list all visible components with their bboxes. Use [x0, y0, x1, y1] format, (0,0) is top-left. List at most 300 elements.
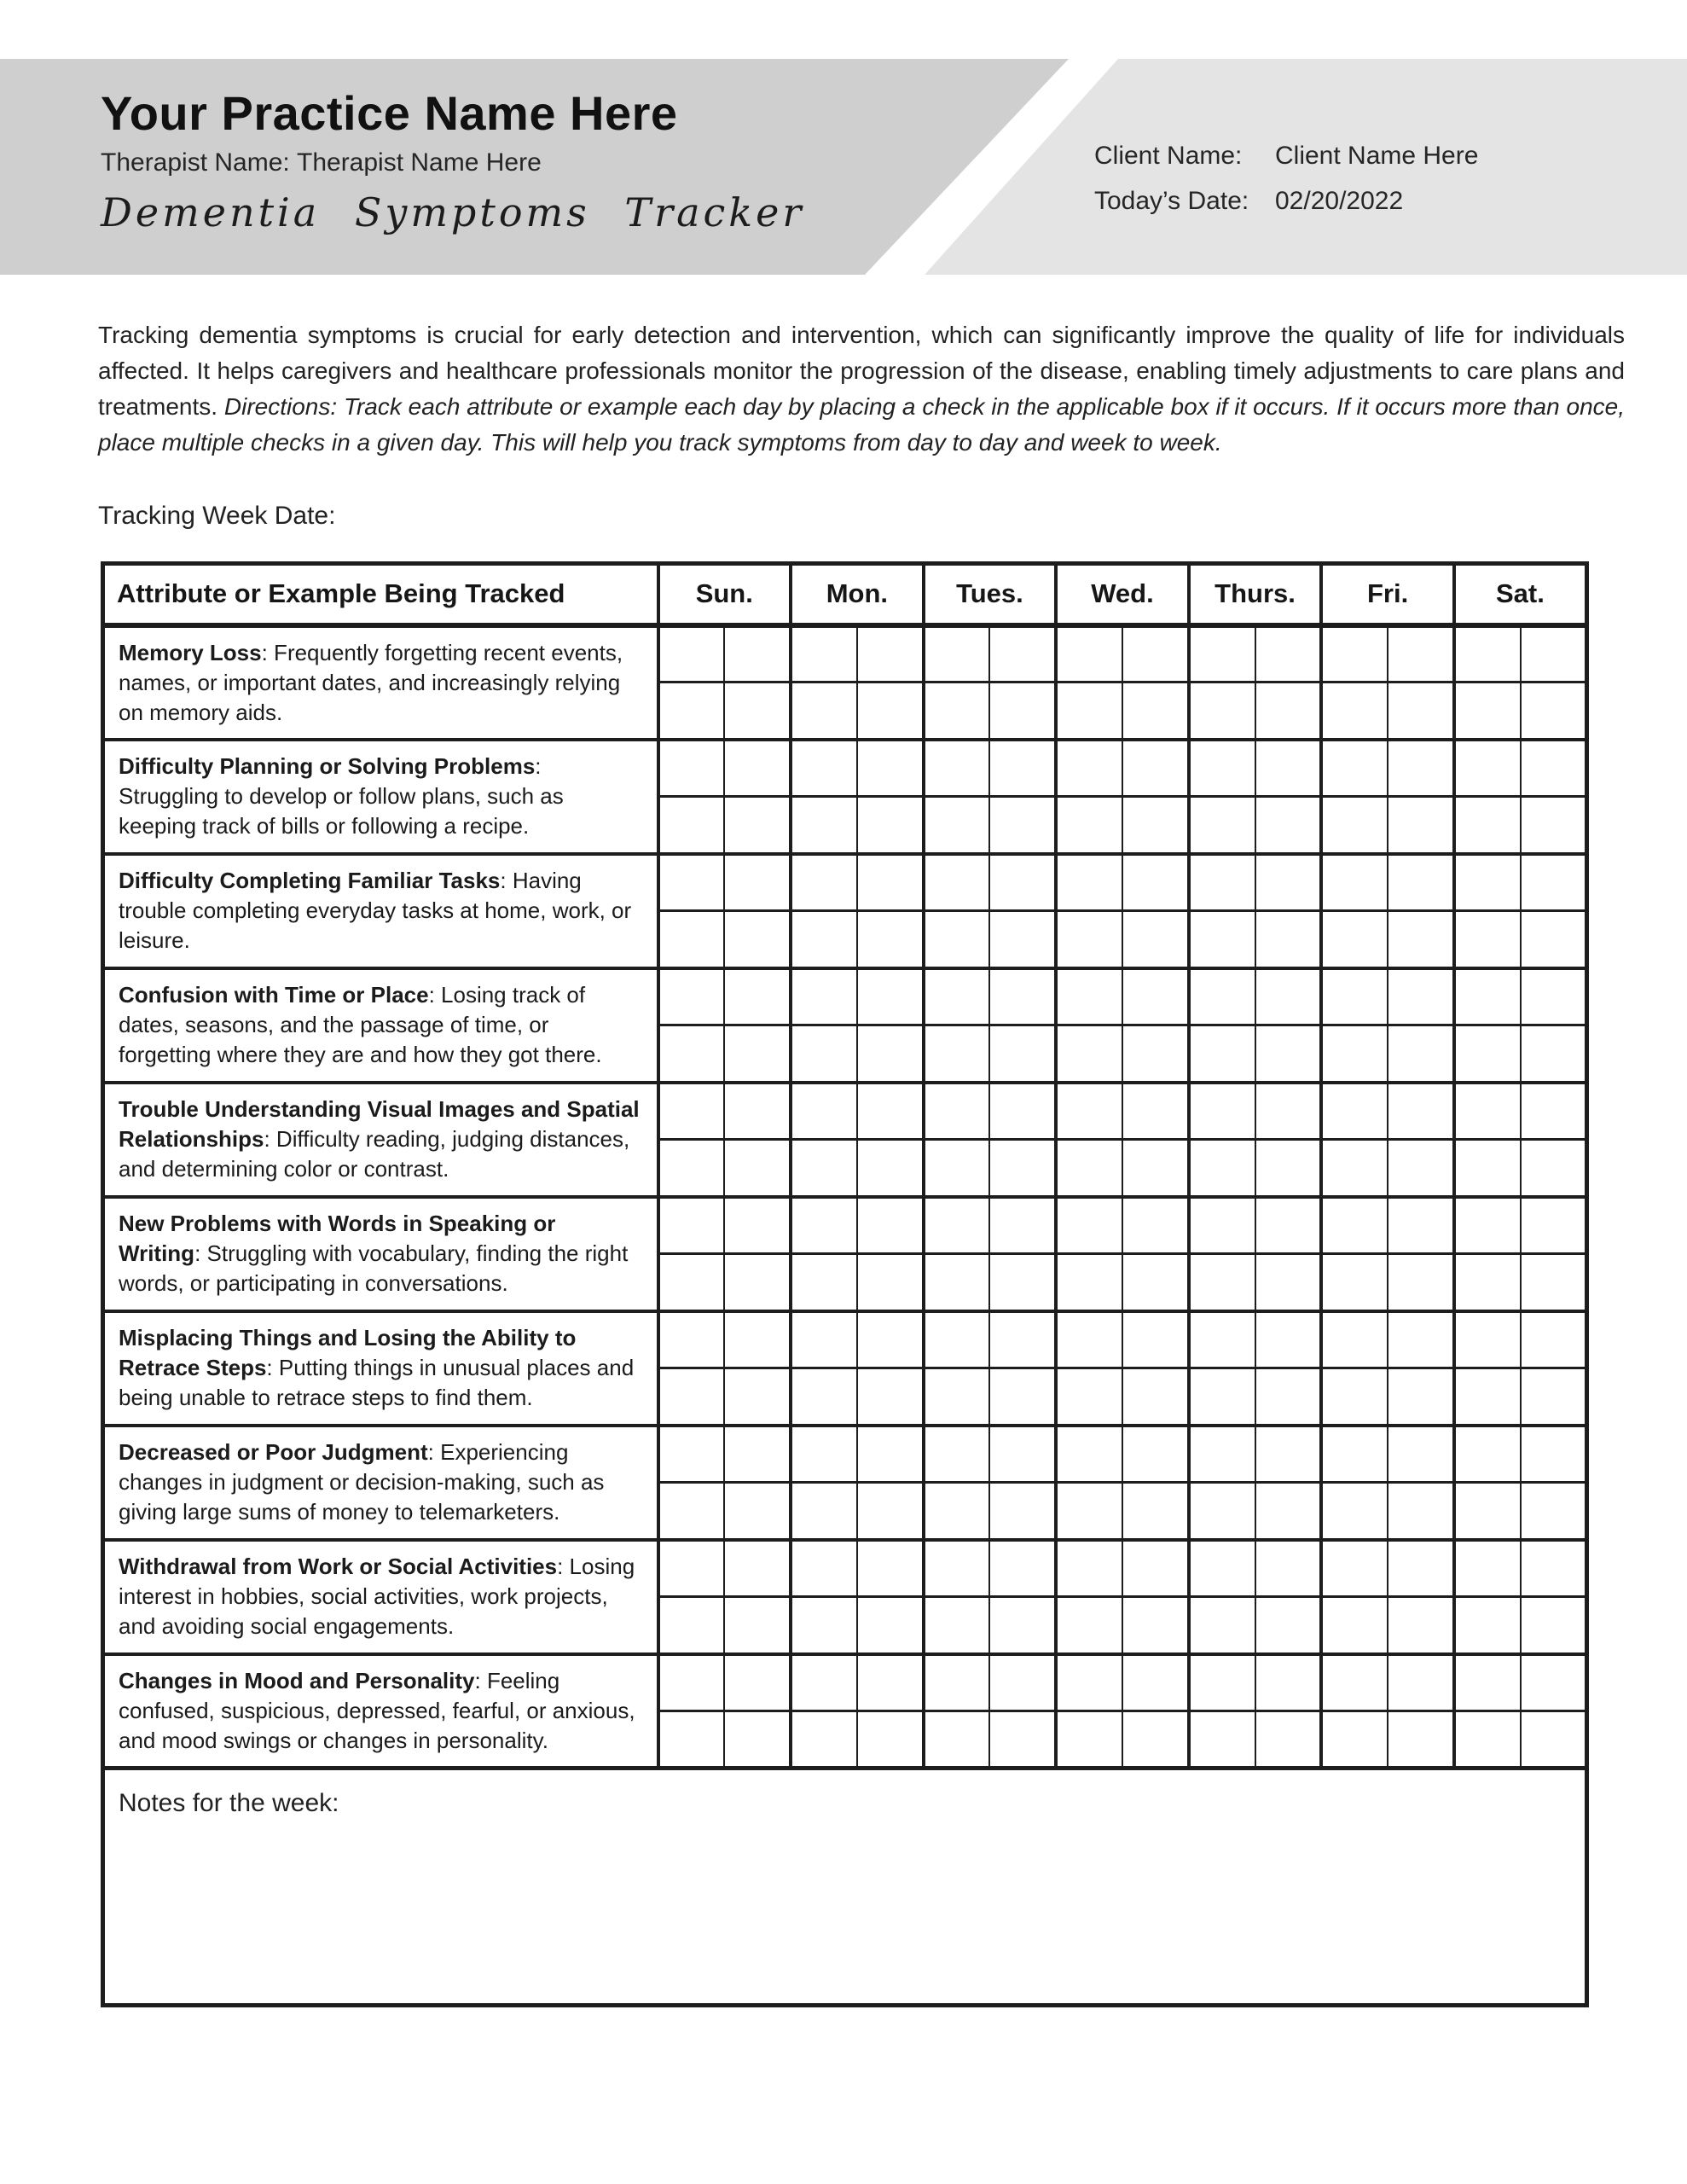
check-cell[interactable] — [724, 740, 791, 797]
check-cell[interactable] — [1189, 1597, 1255, 1654]
check-cell[interactable] — [1454, 625, 1521, 682]
check-cell[interactable] — [1388, 1311, 1454, 1368]
check-cell[interactable] — [1454, 797, 1521, 854]
check-cell[interactable] — [1388, 1083, 1454, 1140]
check-cell[interactable] — [1521, 911, 1587, 968]
check-cell[interactable] — [1454, 1025, 1521, 1083]
check-cell[interactable] — [924, 968, 990, 1025]
check-cell[interactable] — [1321, 1540, 1388, 1597]
check-cell[interactable] — [1189, 1368, 1255, 1426]
attribute-title: Difficulty Planning or Solving Problems — [119, 753, 536, 779]
notes-area[interactable]: Notes for the week: — [103, 1769, 1587, 2006]
check-cell[interactable] — [857, 1197, 924, 1254]
check-cell[interactable] — [1189, 1483, 1255, 1540]
check-cell[interactable] — [857, 1025, 924, 1083]
check-cell[interactable] — [1521, 1197, 1587, 1254]
check-cell[interactable] — [989, 682, 1056, 740]
check-cell[interactable] — [1255, 797, 1322, 854]
check-cell[interactable] — [1521, 1254, 1587, 1311]
attribute-description: : Struggling to develop or follow plans, such as keeping track of bills or following a recipe. — [119, 753, 564, 839]
check-cell[interactable] — [791, 625, 857, 682]
check-cell[interactable] — [1388, 625, 1454, 682]
check-cell[interactable] — [1056, 854, 1122, 911]
check-cell[interactable] — [1454, 1311, 1521, 1368]
check-cell[interactable] — [724, 1140, 791, 1197]
check-cell[interactable] — [1189, 1025, 1255, 1083]
check-cell[interactable] — [1388, 1368, 1454, 1426]
check-cell[interactable] — [1255, 1254, 1322, 1311]
check-cell[interactable] — [989, 1368, 1056, 1426]
check-cell[interactable] — [791, 740, 857, 797]
check-cell[interactable] — [989, 1197, 1056, 1254]
check-cell[interactable] — [724, 1197, 791, 1254]
check-cell[interactable] — [1454, 1483, 1521, 1540]
day-header-sat: Sat. — [1454, 564, 1587, 625]
check-cell[interactable] — [1388, 1426, 1454, 1483]
check-cell[interactable] — [791, 1597, 857, 1654]
check-cell[interactable] — [1321, 1140, 1388, 1197]
check-cell[interactable] — [1189, 1426, 1255, 1483]
check-cell[interactable] — [1189, 1654, 1255, 1711]
check-cell[interactable] — [924, 1654, 990, 1711]
check-cell[interactable] — [1521, 797, 1587, 854]
therapist-name-label: Therapist Name: — [101, 148, 290, 177]
check-cell[interactable] — [924, 1368, 990, 1426]
check-cell[interactable] — [1122, 1483, 1189, 1540]
check-cell[interactable] — [658, 1654, 725, 1711]
check-cell[interactable] — [1122, 740, 1189, 797]
check-cell[interactable] — [857, 740, 924, 797]
attribute-description: : Having trouble completing everyday tasks at home, work, or leisure. — [119, 868, 632, 953]
check-cell[interactable] — [658, 682, 725, 740]
check-cell[interactable] — [658, 1368, 725, 1426]
day-header-fri: Fri. — [1321, 564, 1454, 625]
check-cell[interactable] — [1056, 682, 1122, 740]
check-cell[interactable] — [1255, 1654, 1322, 1711]
check-cell[interactable] — [857, 1083, 924, 1140]
check-cell[interactable] — [1521, 1311, 1587, 1368]
check-cell[interactable] — [1122, 797, 1189, 854]
check-cell[interactable] — [1321, 1083, 1388, 1140]
check-cell[interactable] — [658, 1140, 725, 1197]
check-cell[interactable] — [857, 854, 924, 911]
check-cell[interactable] — [791, 911, 857, 968]
check-cell[interactable] — [1388, 1654, 1454, 1711]
check-cell[interactable] — [1122, 854, 1189, 911]
day-header-wed: Wed. — [1056, 564, 1189, 625]
check-cell[interactable] — [857, 1254, 924, 1311]
check-cell[interactable] — [658, 1197, 725, 1254]
check-cell[interactable] — [1056, 1083, 1122, 1140]
check-cell[interactable] — [724, 1426, 791, 1483]
attribute-title: Difficulty Completing Familiar Tasks — [119, 868, 501, 893]
check-cell[interactable] — [1521, 1540, 1587, 1597]
check-cell[interactable] — [1454, 740, 1521, 797]
check-cell[interactable] — [1122, 1540, 1189, 1597]
check-cell[interactable] — [989, 1140, 1056, 1197]
check-cell[interactable] — [924, 1083, 990, 1140]
check-cell[interactable] — [924, 740, 990, 797]
check-cell[interactable] — [1321, 968, 1388, 1025]
check-cell[interactable] — [1321, 797, 1388, 854]
check-cell[interactable] — [924, 1254, 990, 1311]
check-cell[interactable] — [1122, 1311, 1189, 1368]
check-cell[interactable] — [1388, 1597, 1454, 1654]
check-cell[interactable] — [1321, 911, 1388, 968]
check-cell[interactable] — [857, 1711, 924, 1769]
attribute-title: Changes in Mood and Personality — [119, 1667, 475, 1693]
check-cell[interactable] — [857, 1426, 924, 1483]
check-cell[interactable] — [1056, 1368, 1122, 1426]
check-cell[interactable] — [857, 1483, 924, 1540]
check-cell[interactable] — [1122, 682, 1189, 740]
check-cell[interactable] — [1521, 1654, 1587, 1711]
check-cell[interactable] — [658, 1254, 725, 1311]
check-cell[interactable] — [1321, 1197, 1388, 1254]
attribute-cell — [103, 1540, 658, 1654]
check-cell[interactable] — [1189, 740, 1255, 797]
check-cell[interactable] — [1189, 797, 1255, 854]
check-cell[interactable] — [1056, 740, 1122, 797]
check-cell[interactable] — [1321, 740, 1388, 797]
check-cell[interactable] — [1321, 1483, 1388, 1540]
check-cell[interactable] — [1189, 1711, 1255, 1769]
check-cell[interactable] — [658, 1311, 725, 1368]
check-cell[interactable] — [791, 1197, 857, 1254]
check-cell[interactable] — [1454, 1140, 1521, 1197]
check-cell[interactable] — [1454, 1083, 1521, 1140]
check-cell[interactable] — [1321, 1597, 1388, 1654]
check-cell[interactable] — [1122, 1197, 1189, 1254]
check-cell[interactable] — [857, 1540, 924, 1597]
check-cell[interactable] — [1189, 1197, 1255, 1254]
check-cell[interactable] — [1255, 1597, 1322, 1654]
check-cell[interactable] — [1056, 625, 1122, 682]
check-cell[interactable] — [791, 1368, 857, 1426]
check-cell[interactable] — [724, 1540, 791, 1597]
check-cell[interactable] — [857, 797, 924, 854]
check-cell[interactable] — [924, 1311, 990, 1368]
check-cell[interactable] — [1122, 1654, 1189, 1711]
check-cell[interactable] — [791, 1140, 857, 1197]
check-cell[interactable] — [724, 911, 791, 968]
check-cell[interactable] — [1122, 1426, 1189, 1483]
check-cell[interactable] — [924, 1597, 990, 1654]
check-cell[interactable] — [857, 625, 924, 682]
check-cell[interactable] — [1321, 1254, 1388, 1311]
check-cell[interactable] — [924, 1197, 990, 1254]
check-cell[interactable] — [1122, 1597, 1189, 1654]
check-cell[interactable] — [1454, 968, 1521, 1025]
check-cell[interactable] — [1056, 968, 1122, 1025]
check-cell[interactable] — [1255, 1368, 1322, 1426]
check-cell[interactable] — [989, 1654, 1056, 1711]
attribute-cell — [103, 854, 658, 968]
check-cell[interactable] — [1255, 1311, 1322, 1368]
check-cell[interactable] — [1189, 1540, 1255, 1597]
check-cell[interactable] — [724, 1711, 791, 1769]
check-cell[interactable] — [724, 1254, 791, 1311]
check-cell[interactable] — [1388, 740, 1454, 797]
check-cell[interactable] — [724, 1654, 791, 1711]
check-cell[interactable] — [1255, 1025, 1322, 1083]
check-cell[interactable] — [1454, 1540, 1521, 1597]
check-cell[interactable] — [989, 1711, 1056, 1769]
table-row — [103, 1540, 1587, 1597]
check-cell[interactable] — [1056, 1483, 1122, 1540]
check-cell[interactable] — [1255, 1426, 1322, 1483]
check-cell[interactable] — [1388, 968, 1454, 1025]
check-cell[interactable] — [1255, 1140, 1322, 1197]
check-cell[interactable] — [1321, 1311, 1388, 1368]
check-cell[interactable] — [724, 1368, 791, 1426]
check-cell[interactable] — [724, 1083, 791, 1140]
check-cell[interactable] — [1388, 1140, 1454, 1197]
check-cell[interactable] — [1321, 1368, 1388, 1426]
attribute-cell — [103, 1654, 658, 1769]
check-cell[interactable] — [1521, 1025, 1587, 1083]
check-cell[interactable] — [1056, 1654, 1122, 1711]
check-cell[interactable] — [1056, 1426, 1122, 1483]
check-cell[interactable] — [658, 1540, 725, 1597]
check-cell[interactable] — [791, 968, 857, 1025]
check-cell[interactable] — [1521, 682, 1587, 740]
check-cell[interactable] — [989, 1311, 1056, 1368]
check-cell[interactable] — [1454, 682, 1521, 740]
check-cell[interactable] — [1255, 854, 1322, 911]
check-cell[interactable] — [791, 854, 857, 911]
check-cell[interactable] — [1454, 1368, 1521, 1426]
check-cell[interactable] — [1388, 1197, 1454, 1254]
check-cell[interactable] — [658, 1083, 725, 1140]
check-cell[interactable] — [1454, 1197, 1521, 1254]
check-cell[interactable] — [724, 1483, 791, 1540]
check-cell[interactable] — [924, 1426, 990, 1483]
check-cell[interactable] — [1056, 1254, 1122, 1311]
check-cell[interactable] — [658, 968, 725, 1025]
check-cell[interactable] — [989, 968, 1056, 1025]
check-cell[interactable] — [791, 1025, 857, 1083]
check-cell[interactable] — [658, 911, 725, 968]
check-cell[interactable] — [724, 682, 791, 740]
check-cell[interactable] — [1255, 740, 1322, 797]
check-cell[interactable] — [1388, 911, 1454, 968]
check-cell[interactable] — [1521, 1083, 1587, 1140]
check-cell[interactable] — [791, 1483, 857, 1540]
check-cell[interactable] — [1122, 1083, 1189, 1140]
check-cell[interactable] — [658, 1597, 725, 1654]
check-cell[interactable] — [924, 854, 990, 911]
form-title: Dementia Symptoms Tracker — [101, 189, 805, 235]
check-cell[interactable] — [724, 1025, 791, 1083]
therapist-line — [101, 148, 542, 177]
check-cell[interactable] — [857, 1140, 924, 1197]
check-cell[interactable] — [1189, 1083, 1255, 1140]
check-cell[interactable] — [1122, 1711, 1189, 1769]
check-cell[interactable] — [724, 968, 791, 1025]
check-cell[interactable] — [1189, 854, 1255, 911]
check-cell[interactable] — [724, 854, 791, 911]
check-cell[interactable] — [1321, 1426, 1388, 1483]
check-cell[interactable] — [1189, 625, 1255, 682]
check-cell[interactable] — [1454, 1254, 1521, 1311]
check-cell[interactable] — [924, 911, 990, 968]
check-cell[interactable] — [1454, 1711, 1521, 1769]
check-cell[interactable] — [1454, 1426, 1521, 1483]
check-cell[interactable] — [1388, 1711, 1454, 1769]
check-cell[interactable] — [1321, 854, 1388, 911]
check-cell[interactable] — [989, 1025, 1056, 1083]
check-cell[interactable] — [924, 1140, 990, 1197]
check-cell[interactable] — [1521, 1711, 1587, 1769]
check-cell[interactable] — [989, 854, 1056, 911]
check-cell[interactable] — [1321, 1711, 1388, 1769]
check-cell[interactable] — [989, 1540, 1056, 1597]
check-cell[interactable] — [1122, 968, 1189, 1025]
check-cell[interactable] — [1521, 1426, 1587, 1483]
check-cell[interactable] — [1189, 1254, 1255, 1311]
check-cell[interactable] — [924, 1483, 990, 1540]
check-cell[interactable] — [1321, 1654, 1388, 1711]
check-cell[interactable] — [1056, 1711, 1122, 1769]
check-cell[interactable] — [1255, 968, 1322, 1025]
check-cell[interactable] — [1056, 1311, 1122, 1368]
check-cell[interactable] — [989, 1597, 1056, 1654]
check-cell[interactable] — [1122, 1368, 1189, 1426]
check-cell[interactable] — [724, 1597, 791, 1654]
check-cell[interactable] — [1521, 1597, 1587, 1654]
check-cell[interactable] — [658, 1483, 725, 1540]
check-cell[interactable] — [1122, 1140, 1189, 1197]
check-cell[interactable] — [989, 740, 1056, 797]
check-cell[interactable] — [1189, 968, 1255, 1025]
check-cell[interactable] — [724, 1311, 791, 1368]
check-cell[interactable] — [924, 1540, 990, 1597]
check-cell[interactable] — [1521, 854, 1587, 911]
check-cell[interactable] — [924, 682, 990, 740]
check-cell[interactable] — [724, 625, 791, 682]
check-cell[interactable] — [1122, 1254, 1189, 1311]
check-cell[interactable] — [1454, 1597, 1521, 1654]
check-cell[interactable] — [1056, 1540, 1122, 1597]
check-cell[interactable] — [658, 625, 725, 682]
check-cell[interactable] — [857, 1368, 924, 1426]
check-cell[interactable] — [1388, 682, 1454, 740]
check-cell[interactable] — [1388, 1483, 1454, 1540]
check-cell[interactable] — [791, 1254, 857, 1311]
check-cell[interactable] — [1056, 1140, 1122, 1197]
check-cell[interactable] — [791, 1711, 857, 1769]
check-cell[interactable] — [857, 911, 924, 968]
check-cell[interactable] — [1321, 682, 1388, 740]
check-cell[interactable] — [1388, 854, 1454, 911]
check-cell[interactable] — [1521, 1368, 1587, 1426]
check-cell[interactable] — [1521, 968, 1587, 1025]
check-cell[interactable] — [1056, 1597, 1122, 1654]
check-cell[interactable] — [1454, 854, 1521, 911]
check-cell[interactable] — [989, 625, 1056, 682]
check-cell[interactable] — [791, 1654, 857, 1711]
check-cell[interactable] — [924, 625, 990, 682]
check-cell[interactable] — [1454, 911, 1521, 968]
check-cell[interactable] — [1122, 911, 1189, 968]
check-cell[interactable] — [1255, 1540, 1322, 1597]
check-cell[interactable] — [791, 682, 857, 740]
check-cell[interactable] — [989, 1083, 1056, 1140]
check-cell[interactable] — [989, 797, 1056, 854]
check-cell[interactable] — [658, 1025, 725, 1083]
check-cell[interactable] — [1255, 1711, 1322, 1769]
attribute-cell — [103, 1197, 658, 1311]
check-cell[interactable] — [658, 1711, 725, 1769]
check-cell[interactable] — [1122, 625, 1189, 682]
check-cell[interactable] — [857, 1311, 924, 1368]
check-cell[interactable] — [1189, 911, 1255, 968]
check-cell[interactable] — [1388, 797, 1454, 854]
check-cell[interactable] — [857, 968, 924, 1025]
check-cell[interactable] — [1189, 682, 1255, 740]
check-cell[interactable] — [1255, 625, 1322, 682]
check-cell[interactable] — [1388, 1254, 1454, 1311]
check-cell[interactable] — [1454, 1654, 1521, 1711]
check-cell[interactable] — [924, 1711, 990, 1769]
check-cell[interactable] — [791, 797, 857, 854]
check-cell[interactable] — [1255, 1197, 1322, 1254]
check-cell[interactable] — [1255, 1483, 1322, 1540]
check-cell[interactable] — [724, 797, 791, 854]
check-cell[interactable] — [1056, 1025, 1122, 1083]
check-cell[interactable] — [791, 1426, 857, 1483]
attribute-title: Decreased or Poor Judgment — [119, 1439, 428, 1465]
check-cell[interactable] — [1056, 797, 1122, 854]
check-cell[interactable] — [924, 797, 990, 854]
check-cell[interactable] — [1321, 1025, 1388, 1083]
check-cell[interactable] — [658, 797, 725, 854]
check-cell[interactable] — [1521, 1483, 1587, 1540]
check-cell[interactable] — [1122, 1025, 1189, 1083]
check-cell[interactable] — [1189, 1140, 1255, 1197]
check-cell[interactable] — [989, 1254, 1056, 1311]
check-cell[interactable] — [989, 1426, 1056, 1483]
check-cell[interactable] — [857, 1597, 924, 1654]
check-cell[interactable] — [857, 682, 924, 740]
check-cell[interactable] — [1255, 1083, 1322, 1140]
check-cell[interactable] — [989, 1483, 1056, 1540]
check-cell[interactable] — [1521, 1140, 1587, 1197]
check-cell[interactable] — [1321, 625, 1388, 682]
check-cell[interactable] — [1189, 1311, 1255, 1368]
check-cell[interactable] — [791, 1311, 857, 1368]
check-cell[interactable] — [1521, 740, 1587, 797]
check-cell[interactable] — [791, 1540, 857, 1597]
check-cell[interactable] — [857, 1654, 924, 1711]
check-cell[interactable] — [1521, 625, 1587, 682]
check-cell[interactable] — [924, 1025, 990, 1083]
check-cell[interactable] — [1255, 911, 1322, 968]
check-cell[interactable] — [1255, 682, 1322, 740]
check-cell[interactable] — [989, 911, 1056, 968]
check-cell[interactable] — [1388, 1540, 1454, 1597]
check-cell[interactable] — [658, 1426, 725, 1483]
check-cell[interactable] — [1056, 911, 1122, 968]
check-cell[interactable] — [658, 854, 725, 911]
table-row — [103, 1426, 1587, 1483]
check-cell[interactable] — [658, 740, 725, 797]
check-cell[interactable] — [791, 1083, 857, 1140]
todays-date-label: Today’s Date: — [1094, 187, 1249, 215]
check-cell[interactable] — [1056, 1197, 1122, 1254]
check-cell[interactable] — [1388, 1025, 1454, 1083]
